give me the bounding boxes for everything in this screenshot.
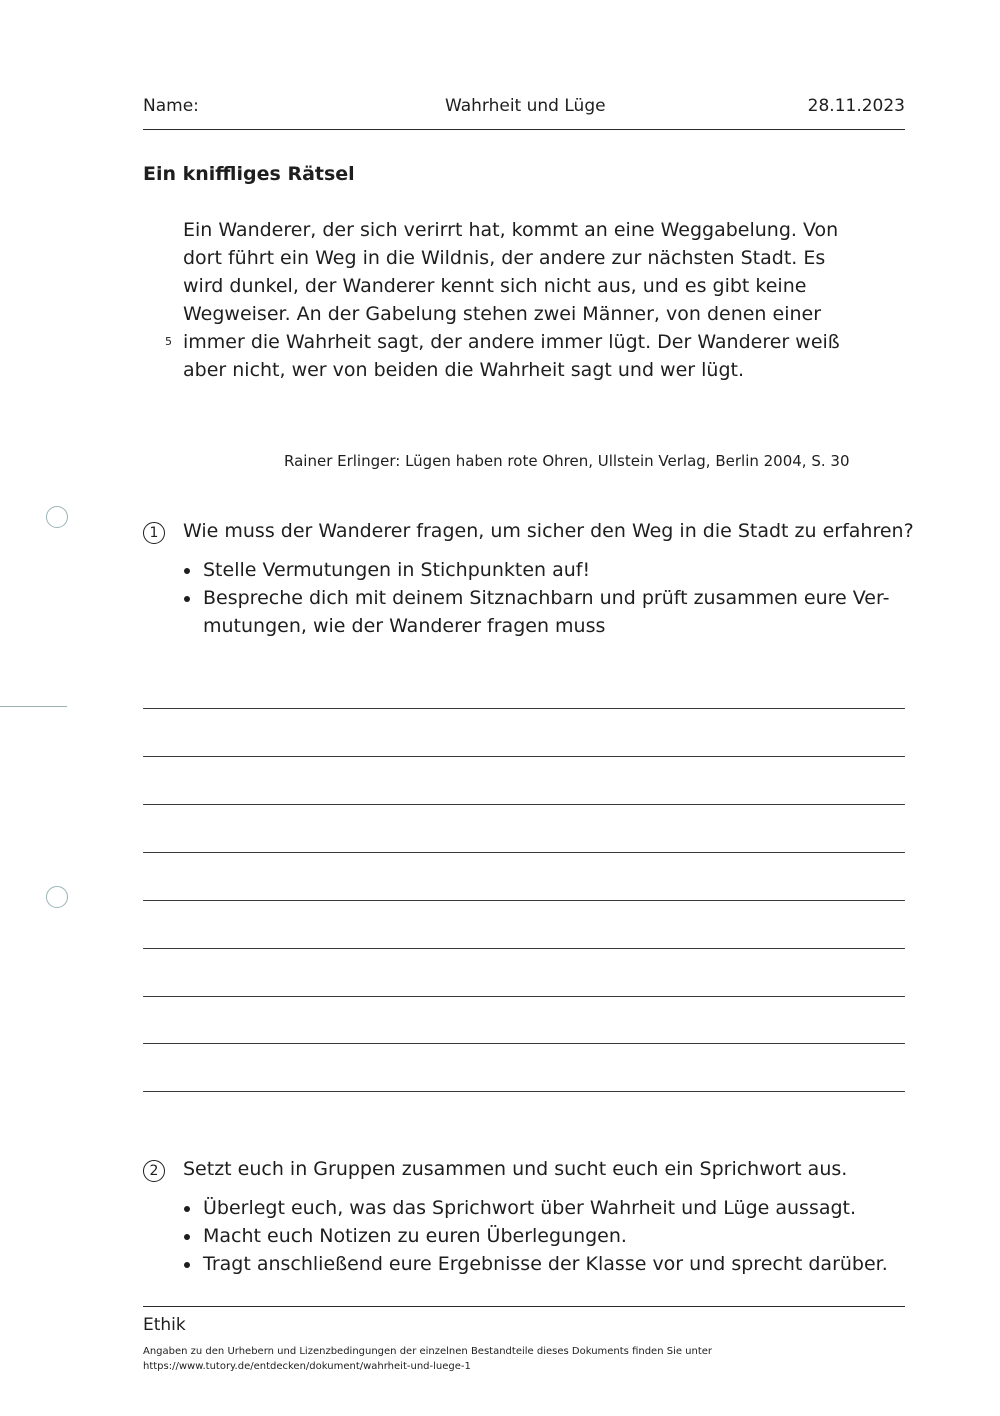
list-item: Überlegt euch, was das Sprichwort über Wahrheit und Lüge aussagt.: [183, 1194, 905, 1222]
text-line: immer die Wahrheit sagt, der andere immer lügt. Der Wanderer weiß: [183, 331, 840, 353]
text-line: wird dunkel, der Wanderer kennt sich nicht aus, und es gibt keine: [183, 275, 807, 297]
writing-line[interactable]: [143, 756, 905, 757]
section-title: Ein kniffliges Rätsel: [143, 163, 355, 185]
footer-note-line: Angaben zu den Urhebern und Lizenzbedingungen der einzelnen Bestandteile dieses Dokuments finden Sie unter: [143, 1346, 713, 1357]
text-line: Wegweiser. An der Gabelung stehen zwei Männer, von denen einer: [183, 303, 822, 325]
task-bullet-list: [183, 1194, 905, 1278]
bullet-icon: [184, 1262, 190, 1268]
name-label: Name:: [143, 96, 199, 116]
fold-mark: [0, 706, 67, 707]
text-line: Ein Wanderer, der sich verirrt hat, kommt an eine Weggabelung. Von: [183, 219, 839, 241]
writing-line[interactable]: [143, 1043, 905, 1044]
list-item-continuation: mutungen, wie der Wanderer fragen muss: [203, 615, 606, 637]
task-number-badge: 2: [143, 1160, 165, 1182]
text-line: aber nicht, wer von beiden die Wahrheit sagt und wer lügt.: [183, 359, 745, 381]
bullet-icon: [184, 596, 190, 602]
writing-line[interactable]: [143, 708, 905, 709]
writing-line[interactable]: [143, 852, 905, 853]
footer-subject: Ethik: [143, 1315, 186, 1335]
list-item: Stelle Vermutungen in Stichpunkten auf!: [183, 556, 905, 584]
writing-line[interactable]: [143, 804, 905, 805]
writing-line[interactable]: [143, 1091, 905, 1092]
list-item: Bespreche dich mit deinem Sitznachbarn und prüft zusammen eure Ver-: [183, 584, 905, 612]
worksheet-topic: Wahrheit und Lüge: [445, 96, 606, 116]
punch-hole-icon: [46, 886, 68, 908]
worksheet-date: 28.11.2023: [807, 96, 905, 116]
punch-hole-icon: [46, 506, 68, 528]
footer-link[interactable]: https://www.tutory.de/entdecken/dokument/wahrheit-und-luege-1: [143, 1361, 471, 1372]
task-bullet-list: [183, 556, 905, 640]
list-item: Macht euch Notizen zu euren Überlegungen.: [183, 1222, 905, 1250]
source-citation: Rainer Erlinger: Lügen haben rote Ohren, Ullstein Verlag, Berlin 2004, S. 30: [284, 452, 850, 470]
task-question: Setzt euch in Gruppen zusammen und sucht euch ein Sprichwort aus.: [183, 1158, 848, 1180]
footer-rule: [143, 1306, 905, 1307]
task-number-badge: 1: [143, 522, 165, 544]
bullet-icon: [184, 568, 190, 574]
line-number: 5: [165, 335, 172, 348]
writing-line[interactable]: [143, 948, 905, 949]
bullet-icon: [184, 1206, 190, 1212]
task-question: Wie muss der Wanderer fragen, um sicher den Weg in die Stadt zu erfahren?: [183, 520, 914, 542]
reading-text: [183, 216, 848, 384]
writing-line[interactable]: [143, 900, 905, 901]
list-item: Tragt anschließend eure Ergebnisse der Klasse vor und sprecht darüber.: [183, 1250, 905, 1278]
footer-license-note: [143, 1344, 843, 1374]
bullet-icon: [184, 1234, 190, 1240]
text-line: dort führt ein Weg in die Wildnis, der andere zur nächsten Stadt. Es: [183, 247, 826, 269]
writing-line[interactable]: [143, 996, 905, 997]
header-rule: [143, 129, 905, 130]
